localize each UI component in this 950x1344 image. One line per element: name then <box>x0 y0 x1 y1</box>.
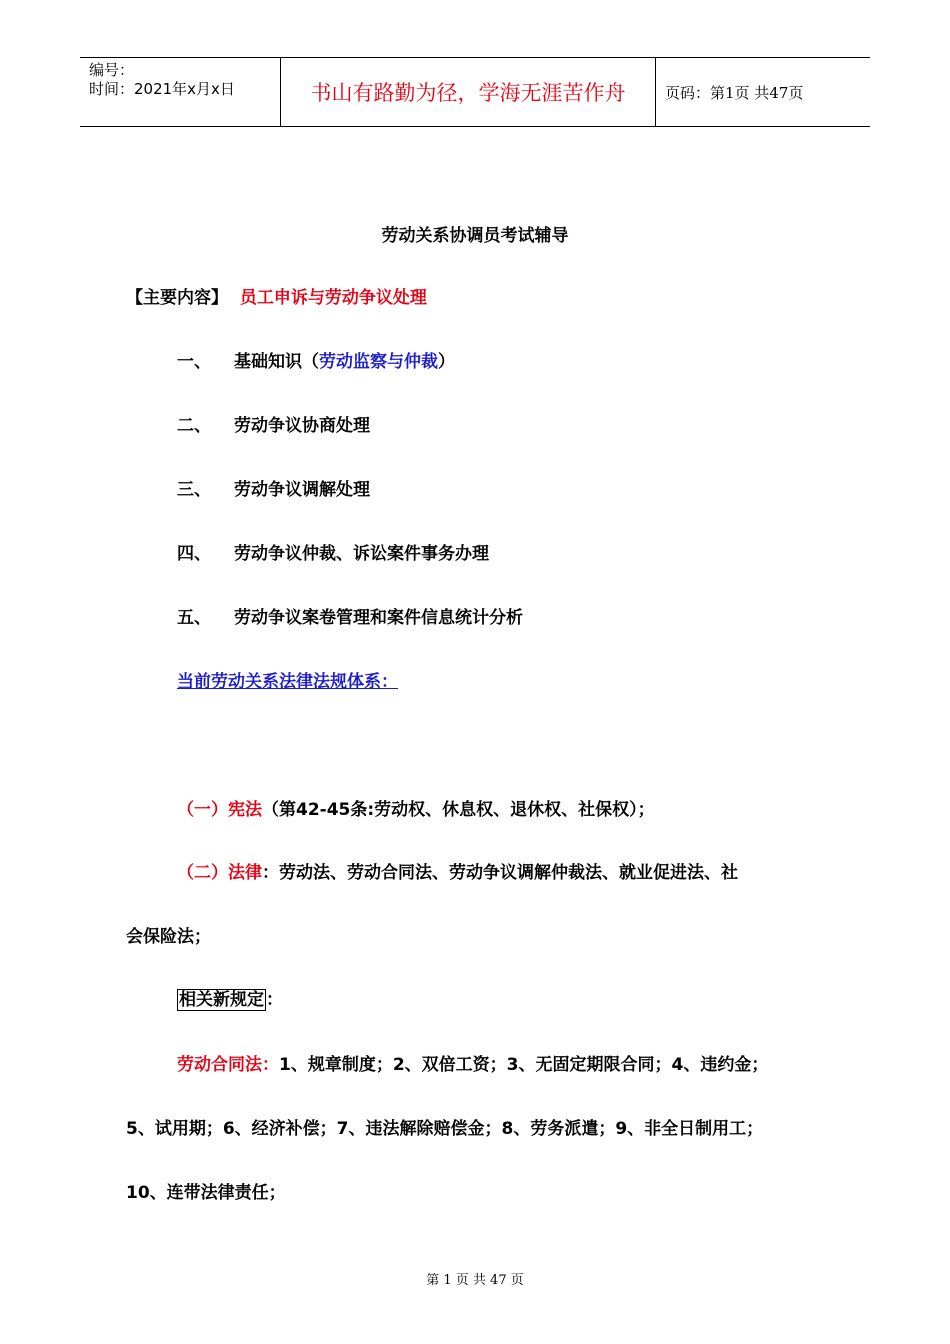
constitution-item <box>177 795 655 820</box>
contract-law-prefix: 劳动合同法： <box>177 1055 279 1075</box>
section-suffix: ） <box>438 352 455 372</box>
contract-law-line <box>177 1050 768 1075</box>
number-label: 编号： <box>89 61 135 79</box>
law-text: ：劳动法、劳动合同法、劳动争议调解仲裁法、就业促进法、社 <box>262 863 738 883</box>
law-text-continued: 会保险法； <box>126 927 211 947</box>
new-rules-colon: ： <box>266 990 283 1010</box>
section-highlight: 劳动监察与仲裁 <box>319 352 438 372</box>
document-header <box>80 57 870 127</box>
contract-law-text-continued: 10、连带法律责任； <box>126 1183 286 1203</box>
section-number: 二、 <box>177 416 211 436</box>
main-content-topic: 员工申诉与劳动争议处理 <box>239 288 427 308</box>
constitution-text: （第42-45条:劳动权、休息权、退休权、社保权）； <box>262 800 655 820</box>
section-text: 基础知识（ <box>234 352 319 372</box>
section-number: 一、 <box>177 352 211 372</box>
main-content-line <box>126 283 427 308</box>
section-number: 三、 <box>177 480 211 500</box>
law-item <box>177 858 738 883</box>
header-meta <box>89 61 235 99</box>
new-rules-line <box>177 985 283 1010</box>
section-item <box>177 411 370 436</box>
section-text: 劳动争议协商处理 <box>234 416 370 436</box>
header-motto: 书山有路勤为径，学海无涯苦作舟 <box>310 81 626 105</box>
contract-law-text: 1、规章制度；2、双倍工资；3、无固定期限合同；4、违约金； <box>279 1055 769 1075</box>
document-title: 劳动关系协调员考试辅导 <box>381 226 569 246</box>
law-prefix: （二）法律 <box>177 863 262 883</box>
section-text: 劳动争议仲裁、诉讼案件事务办理 <box>234 544 489 564</box>
constitution-prefix: （一）宪法 <box>177 800 262 820</box>
main-content-label: 【主要内容】 <box>126 288 228 308</box>
section-number: 四、 <box>177 544 211 564</box>
section-item <box>177 347 455 372</box>
section-item <box>177 539 489 564</box>
section-text: 劳动争议调解处理 <box>234 480 370 500</box>
page-footer: 第 1 页 共 47 页 <box>426 1273 524 1288</box>
new-rules-label: 相关新规定 <box>179 990 264 1010</box>
contract-law-text-continued: 5、试用期；6、经济补偿；7、违法解除赔偿金；8、劳务派遣；9、非全日制用工； <box>126 1119 764 1139</box>
section-item <box>177 475 370 500</box>
section-item <box>177 603 523 628</box>
header-page-info: 页码：第1页 共47页 <box>665 83 804 102</box>
legal-system-heading: 当前劳动关系法律法规体系： <box>177 672 398 692</box>
header-divider <box>655 58 656 126</box>
section-text: 劳动争议案卷管理和案件信息统计分析 <box>234 608 523 628</box>
time-label: 时间：2021年x月x日 <box>89 80 235 98</box>
section-number: 五、 <box>177 608 211 628</box>
